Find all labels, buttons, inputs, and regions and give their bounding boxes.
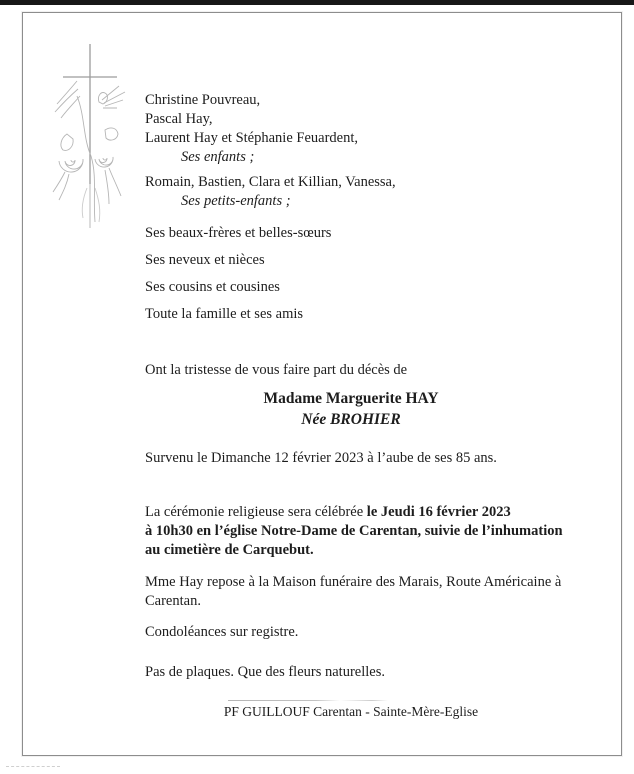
family-children-block <box>145 91 557 211</box>
condolences-note: Condoléances sur registre. <box>145 624 299 640</box>
family-relatives-block <box>145 224 557 332</box>
announcement-intro: Ont la tristesse de vous faire part du décès de <box>145 362 408 378</box>
deceased-heading-block <box>145 388 557 430</box>
ceremony-line-3: au cimetière de Carquebut. <box>145 542 314 558</box>
footer-divider-line <box>228 700 388 701</box>
child-name: Christine Pouvreau, <box>145 92 261 108</box>
ceremony-line-1 <box>145 503 557 522</box>
grandchildren-names: Romain, Bastien, Clara et Killian, Vanessa, <box>145 174 396 190</box>
repose-line-1: Mme Hay repose à la Maison funéraire des Marais, Route Américaine à <box>145 574 562 590</box>
funeral-home-footer: PF GUILLOUF Carentan - Sainte-Mère-Eglise <box>223 704 479 719</box>
memorial-cross-flowers-icon <box>47 38 139 238</box>
ceremony-lead: La cérémonie religieuse sera célébrée <box>145 504 367 520</box>
ceremony-line-2: à 10h30 en l’église Notre-Dame de Carentan, suivie de l’inhumation <box>145 523 563 539</box>
child-name: Pascal Hay, <box>145 111 213 127</box>
ceremony-date: le Jeudi 16 février 2023 <box>366 504 511 520</box>
death-date-info: Survenu le Dimanche 12 février 2023 à l’aube de ses 85 ans. <box>145 450 497 466</box>
deceased-maiden-name: Née BROHIER <box>301 411 401 428</box>
relatives-item: Ses beaux-frères et belles-sœurs <box>145 225 332 241</box>
scan-artifact-mark <box>6 766 60 767</box>
relatives-item: Ses neveux et nièces <box>145 252 265 268</box>
scan-edge-bar <box>0 0 634 5</box>
child-name: Laurent Hay et Stéphanie Feuardent, <box>145 130 358 146</box>
relatives-item: Toute la famille et ses amis <box>145 306 304 322</box>
relatives-item: Ses cousins et cousines <box>145 279 280 295</box>
flowers-note: Pas de plaques. Que des fleurs naturelles. <box>145 664 385 680</box>
children-label: Ses enfants ; <box>181 149 255 165</box>
repose-line-2: Carentan. <box>145 593 201 609</box>
repose-block <box>145 573 562 611</box>
deceased-name: Madame Marguerite HAY <box>263 390 439 407</box>
ceremony-block <box>145 503 563 560</box>
grandchildren-label: Ses petits-enfants ; <box>181 193 291 209</box>
